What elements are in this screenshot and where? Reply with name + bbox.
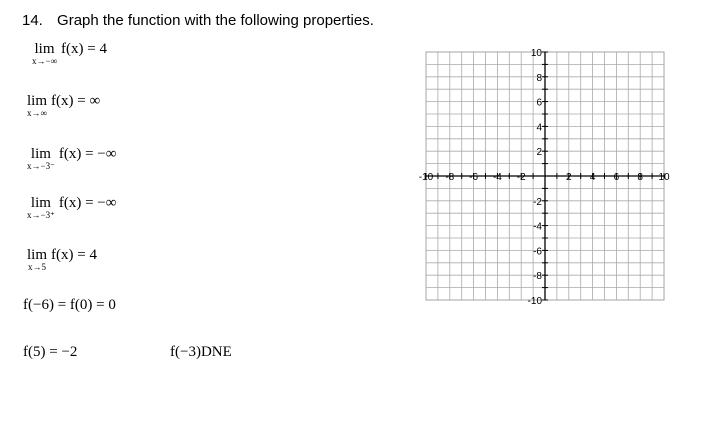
limit-word: lim — [30, 146, 51, 162]
x-tick-label: 2 — [566, 172, 572, 183]
limit-expression: f(x) = 4 — [51, 247, 97, 263]
limit-property-4 — [27, 196, 116, 220]
y-tick-label: 6 — [536, 97, 542, 109]
equation-zeros: f(−6) = f(0) = 0 — [23, 297, 116, 313]
limit-subscript: x→5 — [28, 262, 46, 272]
limit-word: lim — [27, 93, 48, 109]
limit-property-5 — [27, 248, 97, 272]
question-number: 14. — [22, 12, 43, 29]
limit-word: lim — [30, 195, 51, 211]
limit-subscript: x→∞ — [27, 108, 47, 118]
limit-expression: f(x) = −∞ — [58, 195, 117, 211]
limit-property-3 — [27, 147, 116, 171]
y-tick-label: -2 — [533, 196, 542, 208]
y-tick-label: -6 — [533, 246, 542, 258]
x-tick-label: -8 — [445, 172, 455, 183]
x-tick-label: -10 — [418, 172, 434, 183]
limit-property-1 — [32, 42, 107, 66]
limit-subscript: x→−∞ — [32, 56, 57, 66]
x-tick-label: -2 — [516, 172, 526, 183]
question-header — [22, 12, 374, 29]
limit-word: lim — [27, 247, 48, 263]
equation-value-at-5: f(5) = −2 — [23, 344, 78, 360]
x-tick-label: -4 — [492, 172, 502, 183]
y-tick-label: 4 — [536, 122, 542, 134]
x-tick-label: 10 — [658, 172, 670, 183]
equation-dne: f(−3)DNE — [170, 344, 232, 360]
limit-expression: f(x) = 4 — [61, 41, 107, 57]
coordinate-grid-svg — [404, 48, 674, 308]
coordinate-grid[interactable] — [404, 48, 674, 313]
y-tick-label: 2 — [536, 147, 542, 159]
y-tick-label: 10 — [530, 48, 542, 59]
limit-property-2 — [27, 94, 100, 118]
y-tick-label: 8 — [536, 72, 542, 84]
x-tick-label: 8 — [637, 172, 643, 183]
limit-subscript: x→−3⁻ — [27, 161, 55, 171]
question-prompt: Graph the function with the following properties. — [57, 12, 374, 29]
x-tick-label: 6 — [613, 172, 620, 183]
x-tick-label: 4 — [589, 172, 596, 183]
y-tick-label: -4 — [533, 221, 542, 233]
limit-word: lim — [34, 41, 55, 57]
y-tick-label: -10 — [527, 296, 542, 307]
limit-expression: f(x) = ∞ — [51, 93, 101, 109]
limit-subscript: x→−3⁺ — [27, 210, 55, 220]
limit-expression: f(x) = −∞ — [58, 146, 117, 162]
y-tick-label: -8 — [533, 271, 542, 283]
x-tick-label: -6 — [469, 172, 479, 183]
